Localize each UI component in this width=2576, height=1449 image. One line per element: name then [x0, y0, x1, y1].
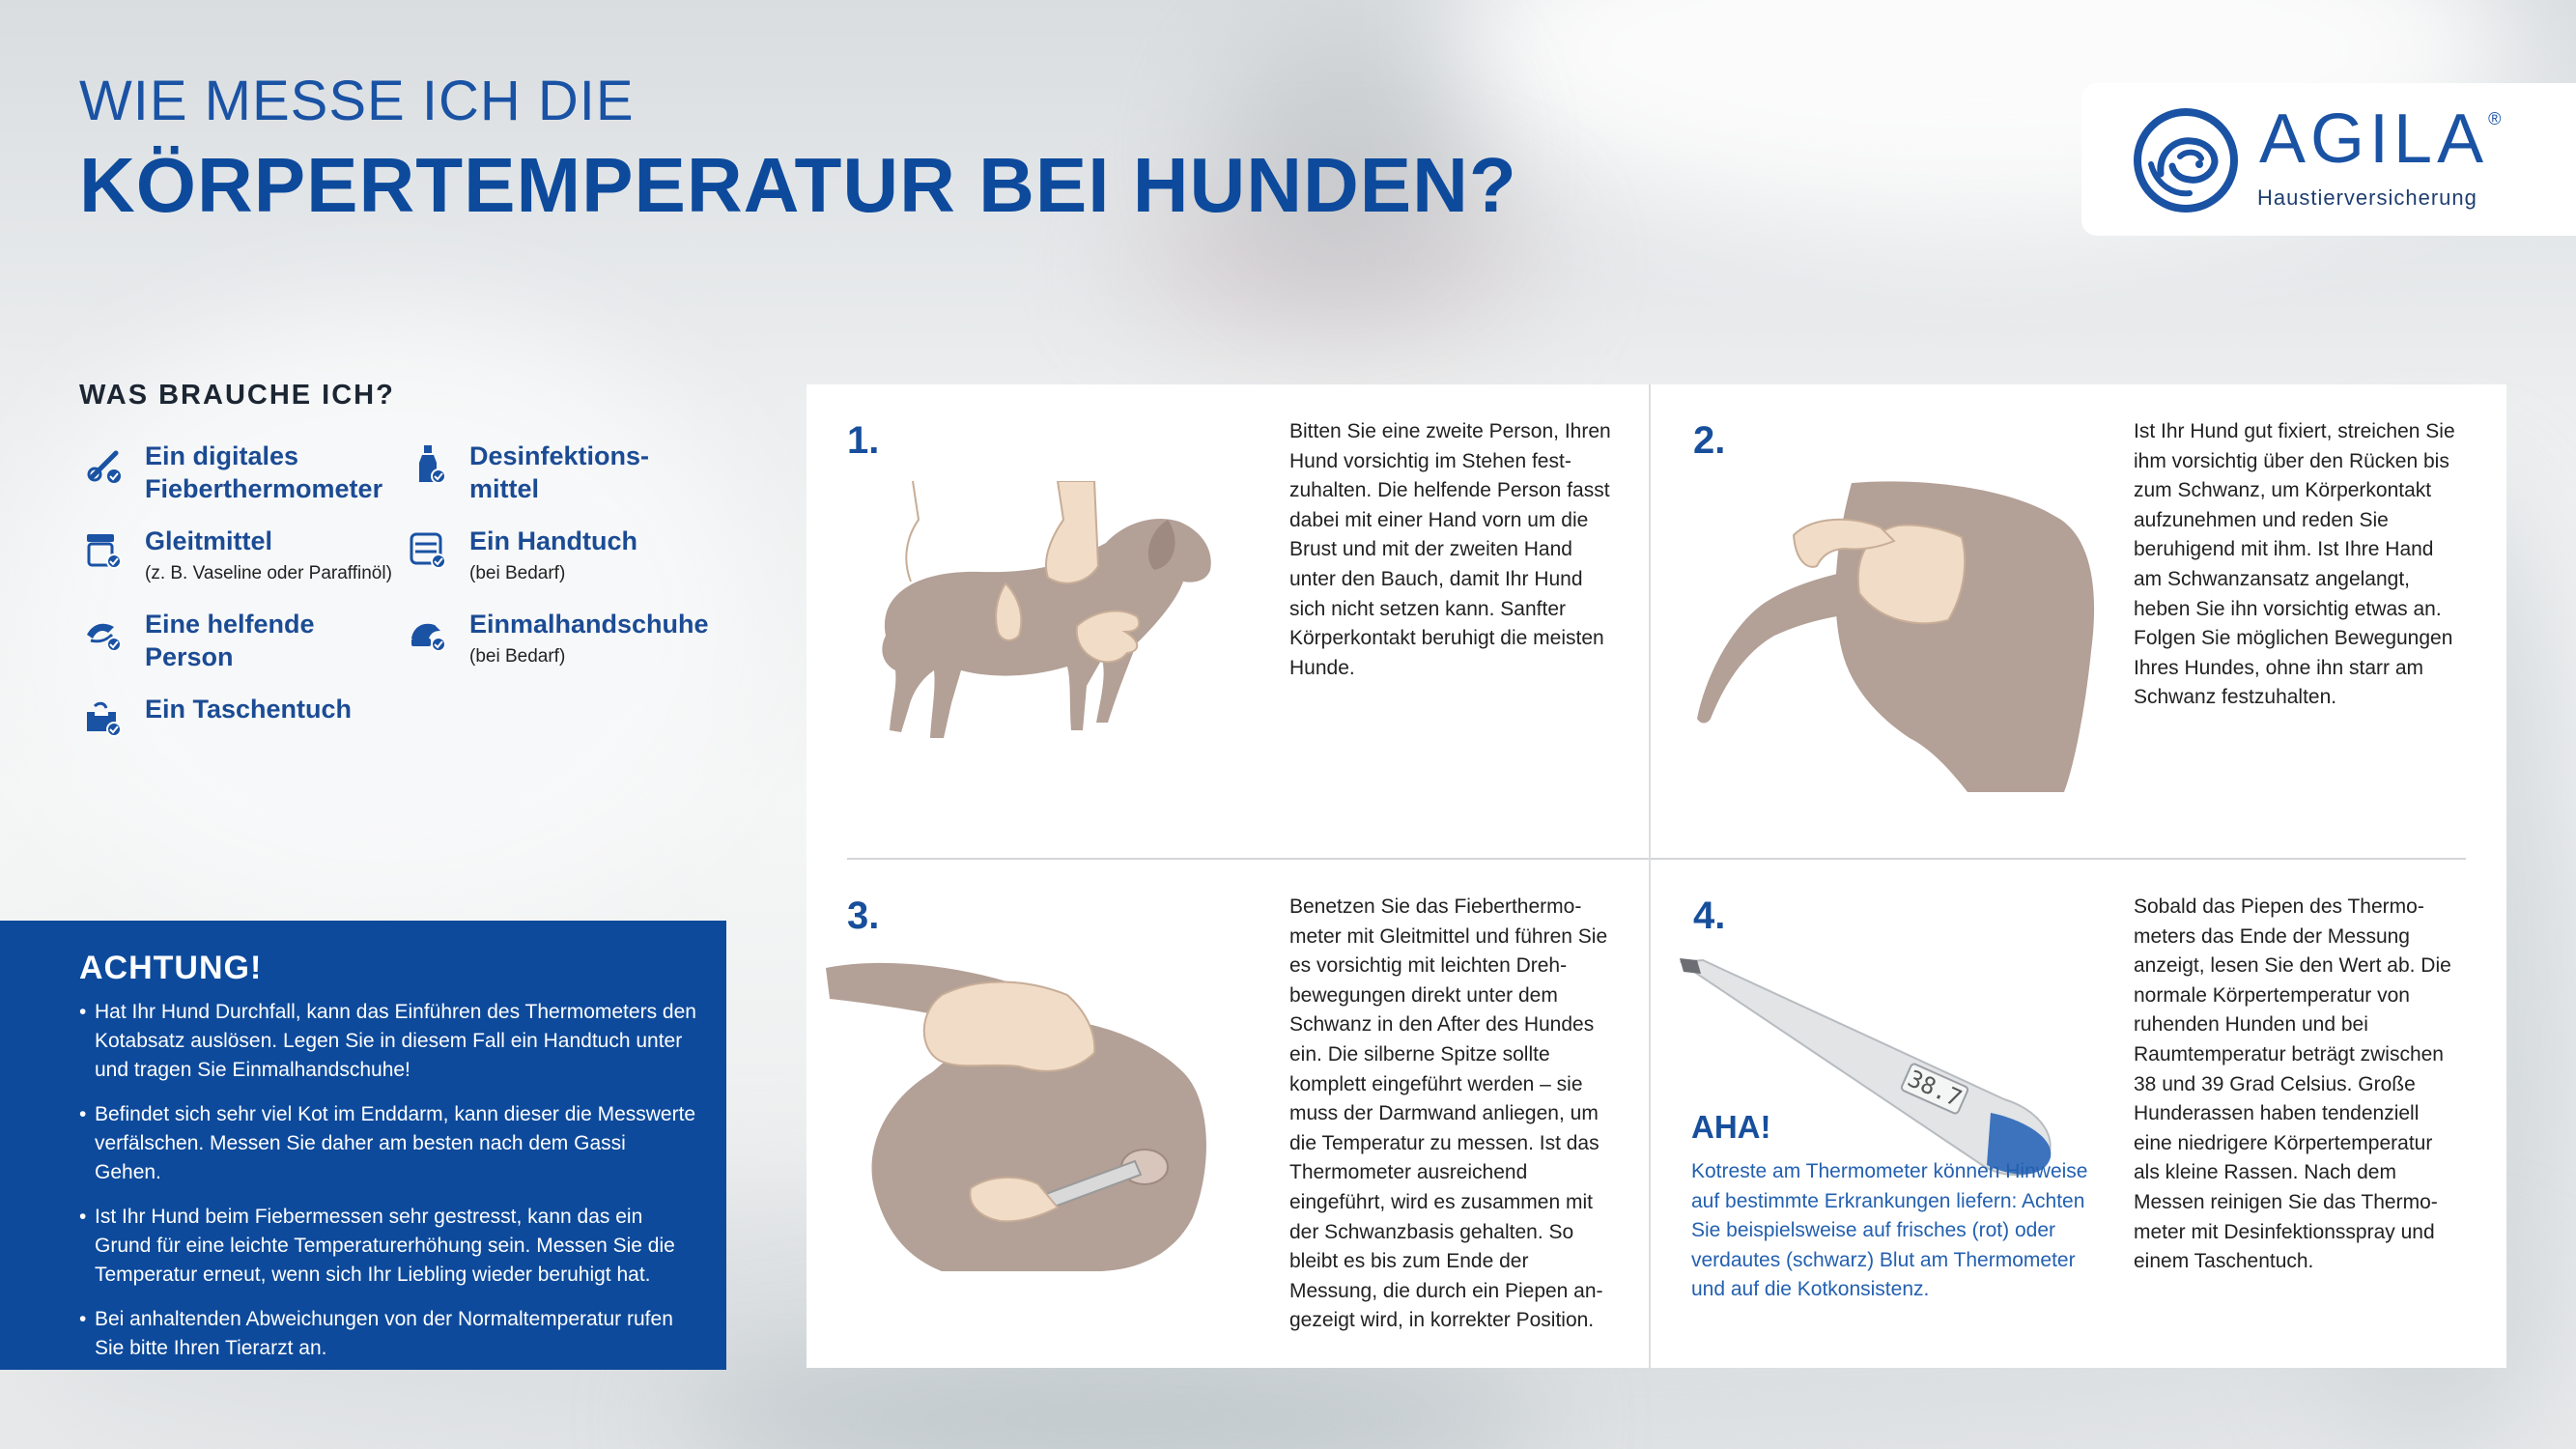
logo-subtitle: Haustierversicherung [2257, 185, 2477, 210]
step-4-number: 4. [1693, 895, 1726, 937]
need-heading: WAS BRAUCHE ICH? [79, 380, 395, 411]
step-3-number: 3. [847, 895, 880, 937]
need-item-label: Einmalhandschuhe [469, 610, 709, 639]
warning-bullet: • Bei anhaltenden Abweichungen von der Normaltemperatur rufen Sie bitte Ihren Tierarzt an. [79, 1305, 697, 1363]
tissue-box-icon [85, 698, 124, 737]
warning-bullet: • Hat Ihr Hund Durchfall, kann das Einführen des Thermometers den Kotabsatz auslösen. Legen Sie in diesem Fall ein Handtuch unter und tragen Sie Einmalhandschuhe! [79, 998, 697, 1085]
dog-held-illustration [835, 481, 1241, 761]
thermometer-icon [85, 445, 124, 484]
warning-heading: ACHTUNG! [79, 950, 263, 986]
helping-hand-icon [85, 613, 124, 652]
lubricant-jar-icon [85, 530, 124, 569]
aha-heading: AHA! [1691, 1109, 1771, 1145]
step-1-number: 1. [847, 419, 880, 462]
logo-wordmark: AGILA® [2259, 100, 2502, 178]
steps-panel [807, 384, 2506, 1368]
aha-text: Kotreste am Thermometer können Hinweise auf bestimmte Erkrankungen liefern: Achten Sie beispielsweise auf frisches (rot) oder verdautes (schwarz) Blut am Thermometer und auf die Kotkonsistenz. [1691, 1160, 2088, 1301]
need-item-label: Eine helfende Person [145, 610, 315, 671]
disinfectant-bottle-icon [410, 445, 448, 484]
agila-paw-logo-icon [2132, 106, 2240, 214]
title-line-1: WIE MESSE ICH DIE [79, 70, 635, 132]
need-item-note: (z. B. Vaseline oder Paraffinöl) [145, 563, 392, 583]
tail-lift-illustration [1687, 477, 2103, 796]
need-item-label: Ein Handtuch [469, 526, 637, 555]
vertical-divider [1649, 384, 1651, 1368]
need-item-label: Ein digitales Fieberthermometer [145, 441, 383, 503]
warning-box [0, 921, 726, 1370]
need-item-note: (bei Bedarf) [469, 563, 566, 583]
need-item-label: Ein Taschentuch [145, 695, 353, 724]
warning-bullet: • Ist Ihr Hund beim Fiebermessen sehr gestresst, kann das ein Grund für eine leichte Temperaturerhöhung sein. Messen Sie die Temperatur erneut, wenn sich Ihr Liebling wieder beruhigt hat. [79, 1203, 697, 1290]
warning-list [79, 998, 697, 1378]
need-item-label: Gleitmittel [145, 526, 273, 555]
title-line-2: KÖRPERTEMPERATUR BEI HUNDEN? [79, 142, 1517, 228]
step-1-text: Bitten Sie eine zweite Person, Ihren Hund vorsichtig im Stehen festzuhalten. Die helfende Person fasst dabei mit einer Hand vorn um die Brust und mit der zweiten Hand unter den Bauch, damit Ihr Hund sich nicht setzen kann. Sanfter Körperkontakt beruhigt die meisten Hunde. [1289, 420, 1611, 679]
horizontal-divider [847, 858, 2466, 860]
towel-icon [410, 530, 448, 569]
thermometer-display-value: 38.7 [1903, 1065, 1967, 1113]
warning-bullet: • Befindet sich sehr viel Kot im Enddarm, kann dieser die Messwerte verfälschen. Messen Sie daher am besten nach dem Gassi Gehen. [79, 1100, 697, 1187]
digital-thermometer-illustration [1676, 954, 2101, 1186]
step-4-text: Sobald das Piepen des Thermometers das Ende der Messung anzeigt, lesen Sie den Wert ab. Die normale Körpertemperatur von ruhenden Hunden und bei Raumtemperatur beträgt zwischen 38 und 39 Grad Celsius. Große Hunderassen haben tendenziell eine niedrigere Körpertemperatur als kleine Rassen. Nach dem Messen reinigen Sie das Thermometer mit Desinfektionsspray und einem Taschentuch. [2134, 895, 2451, 1273]
thermometer-insertion-illustration [826, 956, 1251, 1275]
step-2-text: Ist Ihr Hund gut fixiert, streichen Sie ihm vorsichtig über den Rücken bis zum Schwanz, um Körperkontakt aufzunehmen und reden Sie beruhigend mit ihm. Ist Ihre Hand am Schwanzansatz angelangt, heben Sie ihn vorsichtig etwas an. Folgen Sie möglichen Bewegungen Ihres Hundes, ohne ihn starr am Schwanz festzuhalten. [2134, 420, 2455, 709]
agila-logo[interactable] [2081, 83, 2576, 236]
glove-icon [410, 613, 448, 652]
need-item-label: Desinfektions- mittel [469, 441, 650, 503]
step-2-number: 2. [1693, 419, 1726, 462]
need-item-note: (bei Bedarf) [469, 646, 566, 667]
step-3-text: Benetzen Sie das Fieberthermometer mit Gleitmittel und führen Sie es vorsichtig mit leichten Drehbewegungen direkt unter dem Schwanz in den After des Hundes ein. Die silberne Spitze sollte komplett eingeführt werden – sie muss der Darmwand anliegen, um die Temperatur zu messen. Ist das Thermometer ausreichend eingeführt, wird es zusammen mit der Schwanzbasis gehalten. So bleibt es bis zum Ende der Messung, die durch ein Piepen angezeigt wird, in korrekter Position. [1289, 895, 1608, 1332]
